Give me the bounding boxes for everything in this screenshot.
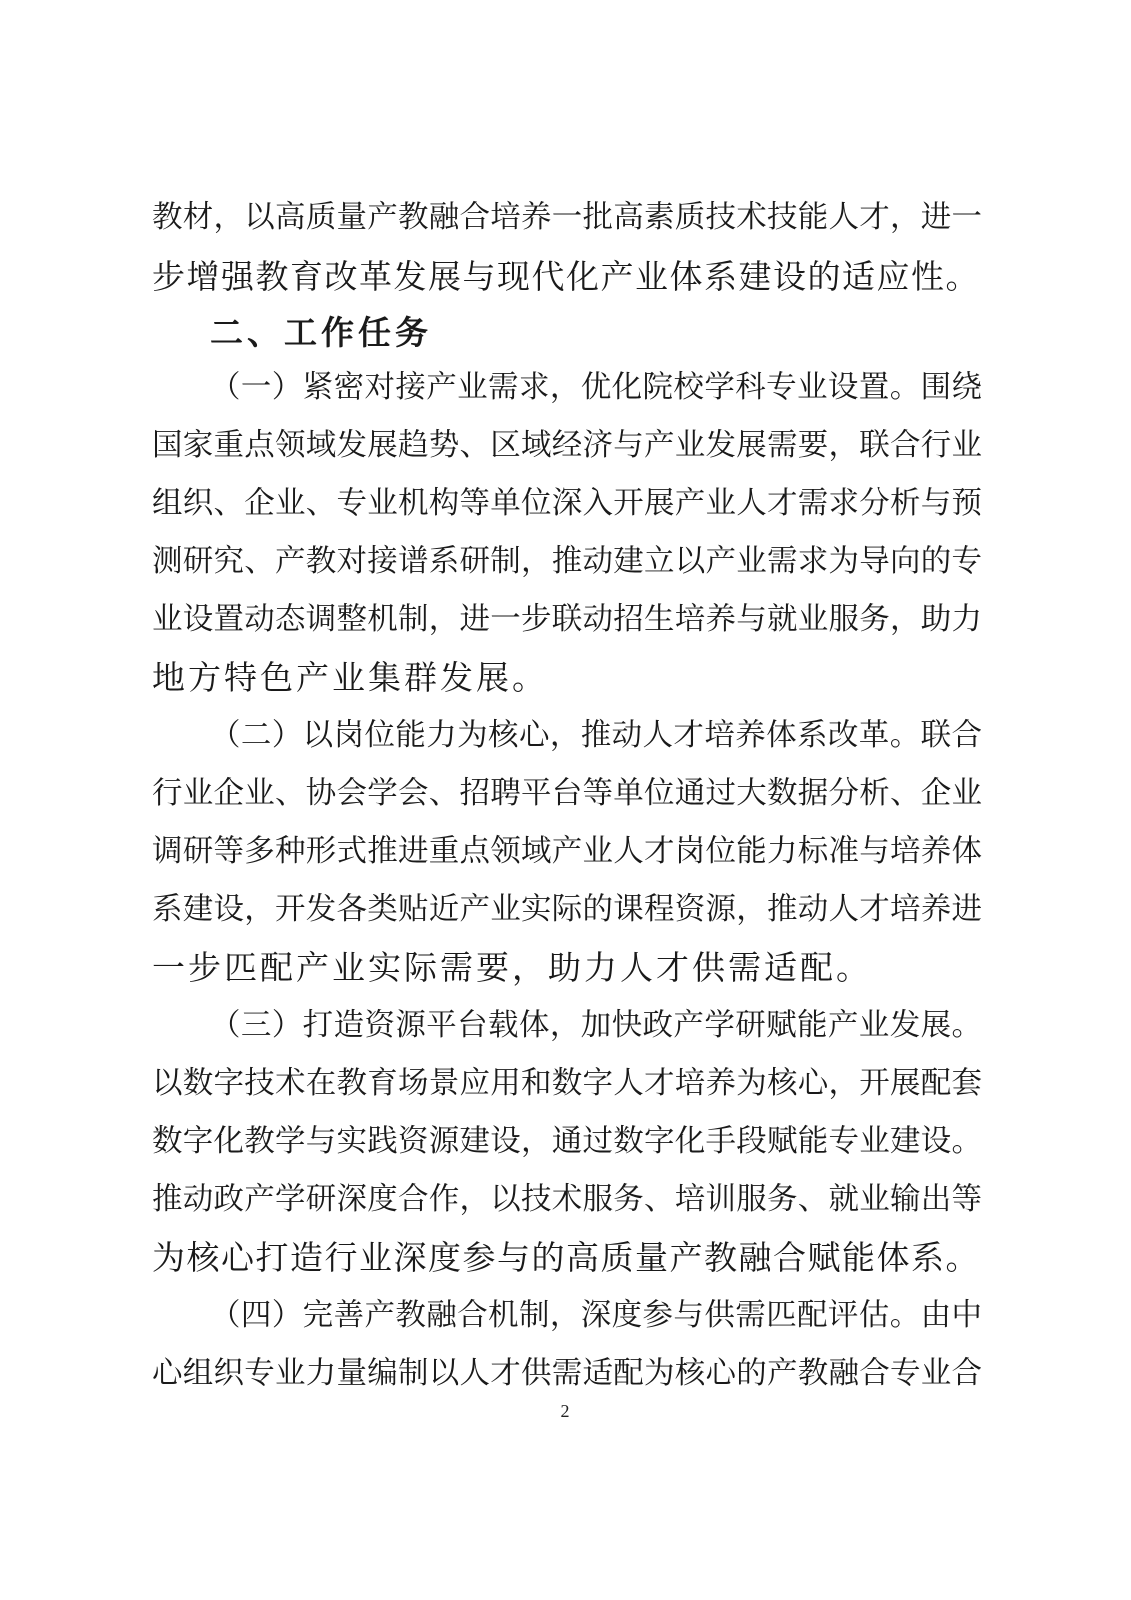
body-line: 推动政产学研深度合作，以技术服务、培训服务、就业输出等 (152, 1182, 982, 1217)
body-line: 测研究、产教对接谱系研制，推动建立以产业需求为导向的专 (152, 544, 982, 579)
body-line: 心组织专业力量编制以人才供需适配为核心的产教融合专业合 (152, 1356, 982, 1391)
body-line: 以数字技术在教育场景应用和数字人才培养为核心，开展配套 (152, 1066, 982, 1101)
section-heading: 二、工作任务 (210, 313, 432, 352)
body-line: 数字化教学与实践资源建设，通过数字化手段赋能专业建设。 (152, 1124, 982, 1159)
body-line: 国家重点领域发展趋势、区域经济与产业发展需要，联合行业 (152, 428, 982, 463)
body-line: （一）紧密对接产业需求，优化院校学科专业设置。围绕 (210, 370, 982, 405)
body-line: 步增强教育改革发展与现代化产业体系建设的适应性。 (152, 257, 980, 296)
body-line: 一步匹配产业实际需要，助力人才供需适配。 (152, 948, 872, 987)
body-line: 组织、企业、专业机构等单位深入开展产业人才需求分析与预 (152, 486, 982, 521)
body-line: 地方特色产业集群发展。 (152, 658, 548, 697)
body-line: 业设置动态调整机制，进一步联动招生培养与就业服务，助力 (152, 602, 982, 637)
body-line: （三）打造资源平台载体，加快政产学研赋能产业发展。 (210, 1008, 982, 1043)
page-number: 2 (560, 1401, 570, 1421)
body-line: （二）以岗位能力为核心，推动人才培养体系改革。联合 (210, 718, 982, 753)
body-line: 教材，以高质量产教融合培养一批高素质技术技能人才，进一 (152, 200, 982, 235)
body-line: 系建设，开发各类贴近产业实际的课程资源，推动人才培养进 (152, 892, 982, 927)
body-line: 行业企业、协会学会、招聘平台等单位通过大数据分析、企业 (152, 776, 982, 811)
body-line: （四）完善产教融合机制，深度参与供需匹配评估。由中 (210, 1298, 982, 1333)
body-line: 调研等多种形式推进重点领域产业人才岗位能力标准与培养体 (152, 834, 982, 869)
body-line: 为核心打造行业深度参与的高质量产教融合赋能体系。 (152, 1238, 980, 1277)
